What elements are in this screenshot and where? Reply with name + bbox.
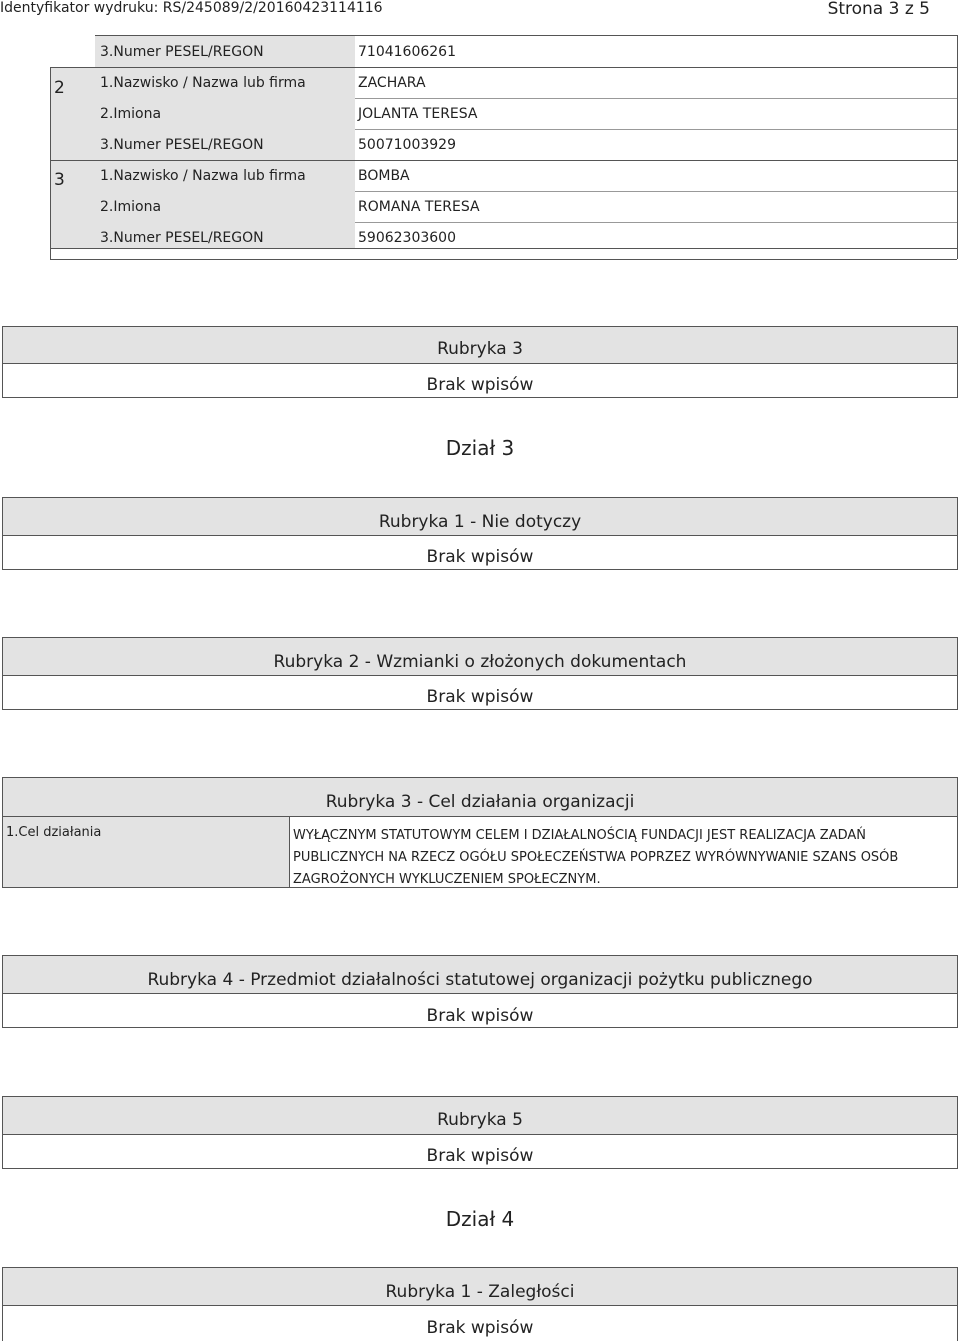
pesel-label: 3.Numer PESEL/REGON: [100, 44, 264, 60]
names-label: 2.Imiona: [100, 106, 162, 122]
empty-notice: Brak wpisów: [426, 1146, 534, 1166]
pesel-label: 3.Numer PESEL/REGON: [100, 230, 264, 246]
page-number: Strona 3 z 5: [827, 0, 930, 19]
rubryka-title: Rubryka 3 - Cel działania organizacji: [325, 792, 635, 812]
dzial-heading: Dział 3: [445, 436, 515, 460]
rubryka-5-box: [2, 1096, 958, 1169]
print-identifier: Identyfikator wydruku: RS/245089/2/20160423114116: [0, 0, 383, 16]
person-number: 2: [54, 78, 65, 98]
rubryka-3-box: [2, 326, 958, 398]
person-number: 3: [54, 170, 65, 190]
rubryka-title: Rubryka 2 - Wzmianki o złożonych dokumentach: [273, 652, 687, 672]
surname-value: BOMBA: [358, 168, 410, 184]
empty-notice: Brak wpisów: [426, 1006, 534, 1026]
surname-label: 1.Nazwisko / Nazwa lub firma: [100, 168, 306, 184]
rubryka-4-box: [2, 955, 958, 1028]
empty-notice: Brak wpisów: [426, 687, 534, 707]
field-label: 1.Cel działania: [6, 825, 102, 840]
surname-label: 1.Nazwisko / Nazwa lub firma: [100, 75, 306, 91]
dzial-heading: Dział 4: [445, 1207, 515, 1231]
rubryka-2-box: [2, 637, 958, 710]
rubryka-title: Rubryka 5: [437, 1110, 523, 1130]
rubryka-title: Rubryka 4 - Przedmiot działalności statutowej organizacji pożytku publicznego: [147, 970, 813, 990]
rubryka-1-arrears-box: [2, 1267, 958, 1341]
pesel-value: 50071003929: [358, 137, 456, 153]
empty-notice: Brak wpisów: [426, 547, 534, 567]
empty-notice: Brak wpisów: [426, 375, 534, 395]
rubryka-1-box: [2, 497, 958, 570]
pesel-label: 3.Numer PESEL/REGON: [100, 137, 264, 153]
rubryka-title: Rubryka 3: [437, 339, 523, 359]
rubryka-3-goal-box: [2, 777, 958, 888]
field-value-line: ZAGROŻONYCH WYKLUCZENIEM SPOŁECZNYM.: [293, 872, 601, 887]
field-value-line: PUBLICZNYCH NA RZECZ OGÓŁU SPOŁECZEŃSTWA POPRZEZ WYRÓWNYWANIE SZANS OSÓB: [293, 850, 899, 865]
names-value: JOLANTA TERESA: [358, 106, 478, 122]
field-value-line: WYŁĄCZNYM STATUTOWYM CELEM I DZIAŁALNOŚCIĄ FUNDACJI JEST REALIZACJA ZADAŃ: [293, 828, 867, 843]
pesel-value: 59062303600: [358, 230, 456, 246]
field-value: [293, 825, 898, 891]
pesel-value: 71041606261: [358, 44, 456, 60]
names-value: ROMANA TERESA: [358, 199, 480, 215]
rubryka-title: Rubryka 1 - Nie dotyczy: [378, 512, 582, 532]
empty-notice: Brak wpisów: [426, 1318, 534, 1338]
names-label: 2.Imiona: [100, 199, 162, 215]
surname-value: ZACHARA: [358, 75, 426, 91]
rubryka-title: Rubryka 1 - Zaległości: [385, 1282, 575, 1302]
